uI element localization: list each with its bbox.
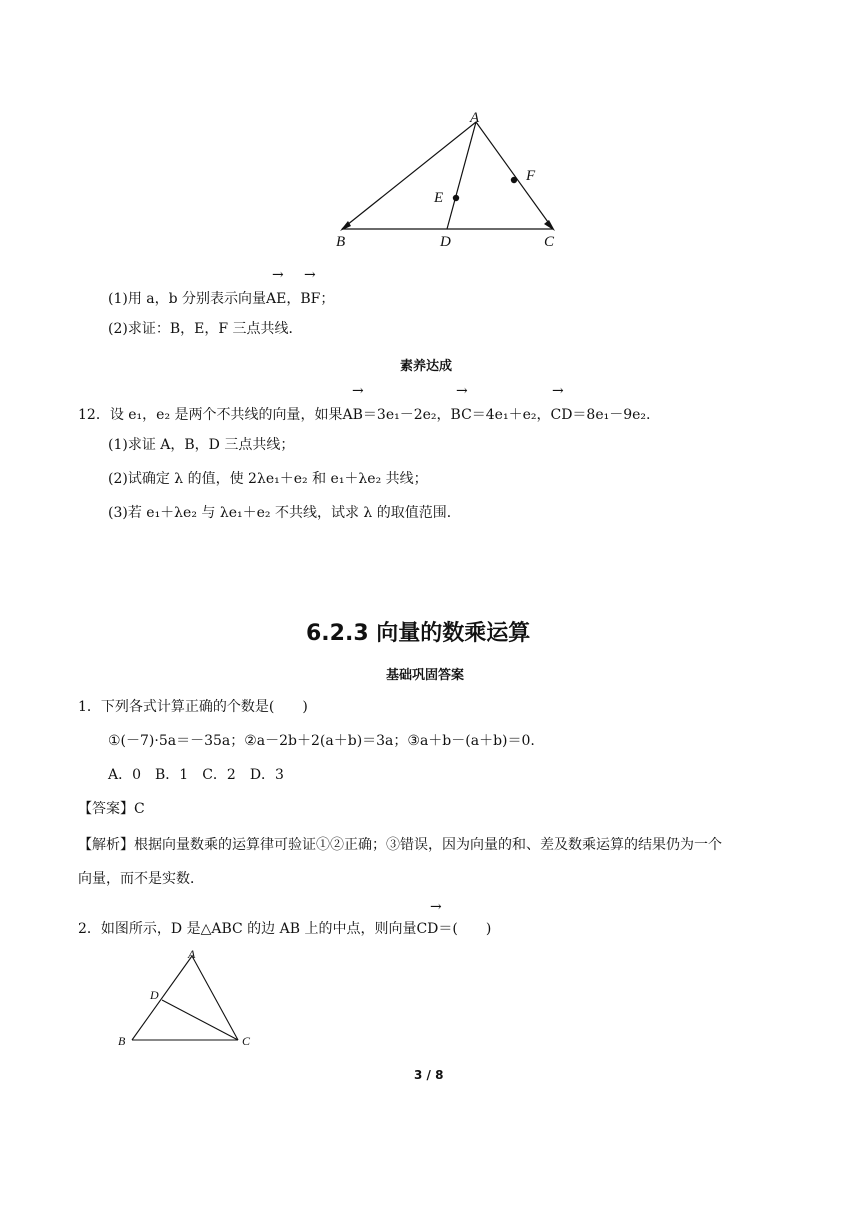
label-c: C	[544, 234, 555, 250]
triangle-figure-2	[120, 950, 260, 1050]
a1-items: ①(－7)·5a＝－35a；②a－2b＋2(a＋b)＝3a；③a＋b－(a＋b)＝0.	[108, 733, 535, 749]
label-d: D	[440, 234, 451, 250]
q12-part1: (1)求证 A，B，D 三点共线；	[108, 437, 295, 453]
vector-arrow-cd-2: →	[430, 899, 442, 915]
label2-b: B	[118, 1034, 126, 1048]
section-title: 6.2.3 向量的数乘运算	[306, 621, 531, 646]
label-f: F	[526, 168, 536, 184]
a1-stem: 1．下列各式计算正确的个数是( )	[78, 699, 308, 715]
vector-arrow-cd: →	[552, 383, 564, 399]
label-b: B	[336, 234, 346, 250]
q12-stem: 12．设 e₁，e₂ 是两个不共线的向量，如果AB＝3e₁－2e₂，BC＝4e₁＋e₂，CD＝8e₁－9e₂.	[78, 407, 651, 423]
vector-arrow-bc: →	[456, 383, 468, 399]
a1-options: A．0 B．1 C．2 D．3	[108, 767, 284, 783]
q11-part1: (1)用 a，b 分别表示向量AE，BF；	[108, 291, 335, 307]
point-f	[511, 177, 517, 183]
edge2-ab	[132, 956, 192, 1040]
section-literacy-heading: 素养达成	[400, 359, 453, 374]
vector-arrow-ab: →	[352, 383, 364, 399]
q12-part2: (2)试确定 λ 的值，使 2λe₁＋e₂ 和 e₁＋λe₂ 共线；	[108, 471, 428, 487]
vector-arrow-bf: →	[304, 267, 316, 283]
segment-ad	[447, 122, 476, 229]
a2-stem: 2．如图所示，D 是△ABC 的边 AB 上的中点，则向量CD＝( )	[78, 921, 492, 937]
label2-d: D	[150, 988, 159, 1002]
label-a: A	[470, 110, 480, 126]
q12-part3: (3)若 e₁＋λe₂ 与 λe₁＋e₂ 不共线，试求 λ 的取值范围．	[108, 505, 461, 521]
label-e: E	[434, 190, 444, 206]
vector-arrow-ae: →	[272, 267, 284, 283]
point-e	[453, 195, 459, 201]
page-number: 3 / 8	[414, 1068, 444, 1082]
q11-part2: (2)求证：B，E，F 三点共线．	[108, 321, 303, 337]
answer-heading: 基础巩固答案	[386, 668, 465, 683]
a1-analysis-line1: 【解析】根据向量数乘的运算律可验证①②正确；③错误，因为向量的和、差及数乘运算的结果仍为一个	[78, 837, 722, 853]
a1-answer: 【答案】C	[78, 801, 145, 817]
a1-analysis-line2: 向量，而不是实数．	[78, 871, 204, 887]
edge-ac	[476, 122, 553, 229]
edge-ab	[342, 122, 476, 229]
label2-a: A	[188, 947, 196, 961]
label2-c: C	[242, 1034, 251, 1048]
